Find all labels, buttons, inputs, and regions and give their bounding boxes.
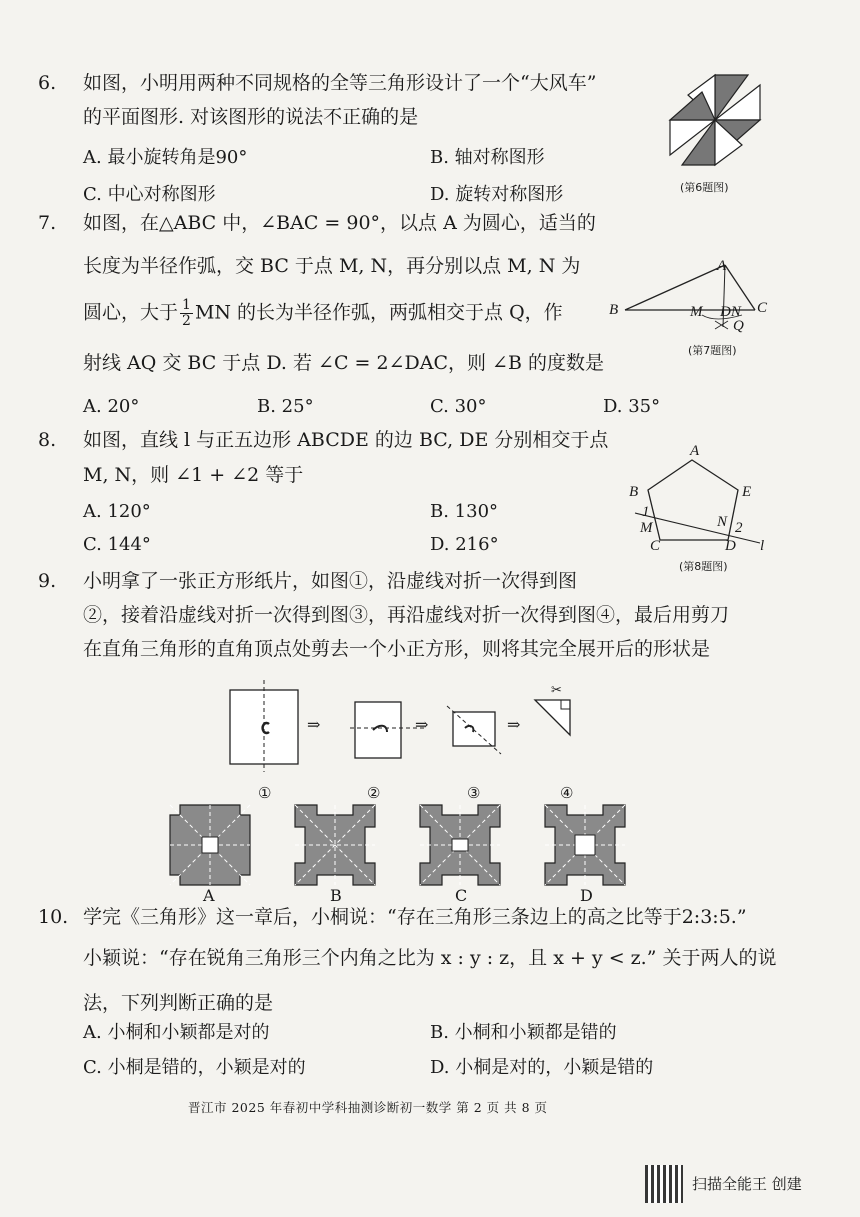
q10-line1: 学完《三角形》这一章后，小桐说：“存在三角形三条边上的高之比等于2:3:5.” bbox=[83, 906, 747, 928]
q9-number: 9. bbox=[38, 570, 57, 592]
q7-line3 bbox=[83, 298, 563, 329]
answer-shape-d-label: D bbox=[580, 886, 593, 905]
q10-option-c: C. 小桐是错的，小颖是对的 bbox=[83, 1057, 306, 1078]
page-footer: 晋江市 2025 年春初中学科抽测诊断初一数学 第 2 页 共 8 页 bbox=[188, 1100, 548, 1115]
answer-shape-c bbox=[420, 805, 500, 885]
q6-number: 6. bbox=[38, 72, 57, 94]
step-label-3: ③ bbox=[467, 784, 481, 802]
q10-option-a: A. 小桐和小颖都是对的 bbox=[83, 1022, 270, 1043]
answer-shape-b-label: B bbox=[330, 886, 342, 905]
q10-line3: 法，下列判断正确的是 bbox=[83, 992, 274, 1014]
q7-line1: 如图，在△ABC 中，∠BAC = 90°，以点 A 为圆心，适当的 bbox=[83, 212, 596, 234]
answer-shape-a bbox=[170, 805, 250, 885]
q6-line2: 的平面图形. 对该图形的说法不正确的是 bbox=[83, 106, 419, 128]
step-label-1: ① bbox=[258, 784, 272, 802]
figure-7-label-c: C bbox=[757, 300, 768, 316]
q6-line1: 如图，小明用两种不同规格的全等三角形设计了一个“大风车” bbox=[83, 72, 597, 94]
qr-code-icon bbox=[645, 1165, 683, 1203]
q8-line2: M, N，则 ∠1 + ∠2 等于 bbox=[83, 464, 304, 486]
q6-option-b: B. 轴对称图形 bbox=[430, 147, 545, 168]
figure-7-triangle bbox=[620, 255, 780, 335]
answer-shape-c-label: C bbox=[455, 886, 468, 905]
figure-8-caption: (第8题图) bbox=[679, 560, 728, 573]
figure-8-label-a: A bbox=[690, 443, 700, 459]
step-label-4: ④ bbox=[560, 784, 574, 802]
figure-8-label-m: M bbox=[640, 520, 653, 536]
q10-line2: 小颖说：“存在锐角三角形三个内角之比为 x : y : z，且 x + y < z.” 关于两人的说 bbox=[83, 947, 777, 969]
q8-option-a: A. 120° bbox=[83, 501, 151, 522]
figure-8-label-n: N bbox=[717, 514, 728, 530]
q7-fraction-denominator: 2 bbox=[182, 313, 191, 329]
figure-9-folding-steps bbox=[225, 680, 585, 780]
figure-8-label-d: D bbox=[725, 538, 736, 554]
q7-option-c: C. 30° bbox=[430, 396, 487, 417]
answer-shape-b bbox=[295, 805, 375, 885]
q8-line1: 如图，直线 l 与正五边形 ABCDE 的边 BC, DE 分别相交于点 bbox=[83, 429, 609, 451]
q6-option-c: C. 中心对称图形 bbox=[83, 184, 216, 205]
figure-7-label-dn: DN bbox=[720, 304, 741, 320]
q7-option-a: A. 20° bbox=[83, 396, 140, 417]
figure-8-label-b: B bbox=[629, 484, 639, 500]
figure-8-label-l: l bbox=[760, 538, 765, 554]
figure-7-label-a: A bbox=[717, 258, 727, 274]
q9-line2: ②，接着沿虚线对折一次得到图③，再沿虚线对折一次得到图④，最后用剪刀 bbox=[83, 604, 730, 626]
q8-option-c: C. 144° bbox=[83, 534, 151, 555]
arrow-icon-3: ⇒ bbox=[507, 715, 521, 734]
q7-line3-prefix: 圆心，大于 bbox=[83, 301, 179, 324]
figure-7-label-m: M bbox=[690, 304, 703, 320]
scissors-icon: ✂ bbox=[551, 683, 562, 698]
figure-8-label-2: 2 bbox=[735, 520, 743, 536]
q7-line3-suffix: MN 的长为半径作弧，两弧相交于点 Q，作 bbox=[194, 301, 563, 324]
q9-line3: 在直角三角形的直角顶点处剪去一个小正方形，则将其完全展开后的形状是 bbox=[83, 638, 711, 660]
figure-8-label-c: C bbox=[650, 538, 661, 554]
figure-8-label-1: 1 bbox=[642, 504, 650, 520]
q8-number: 8. bbox=[38, 429, 57, 451]
q7-fraction bbox=[180, 298, 193, 329]
arrow-icon-1: ⇒ bbox=[307, 715, 321, 734]
q6-option-d: D. 旋转对称图形 bbox=[430, 184, 564, 205]
q7-fraction-numerator: 1 bbox=[182, 297, 191, 313]
figure-8-label-e: E bbox=[742, 484, 752, 500]
q6-option-a: A. 最小旋转角是90° bbox=[83, 147, 248, 168]
q7-option-b: B. 25° bbox=[257, 396, 314, 417]
figure-7-label-q: Q bbox=[733, 318, 744, 334]
figure-6-caption: (第6题图) bbox=[680, 181, 729, 194]
q8-option-b: B. 130° bbox=[430, 501, 499, 522]
q7-line4: 射线 AQ 交 BC 于点 D. 若 ∠C = 2∠DAC，则 ∠B 的度数是 bbox=[83, 352, 604, 374]
answer-shape-d bbox=[545, 805, 625, 885]
q7-number: 7. bbox=[38, 212, 57, 234]
q8-option-d: D. 216° bbox=[430, 534, 499, 555]
answer-shape-a-label: A bbox=[203, 886, 215, 905]
q7-line2: 长度为半径作弧，交 BC 于点 M, N，再分别以点 M, N 为 bbox=[83, 255, 581, 277]
scanner-watermark: 扫描全能王 创建 bbox=[692, 1175, 802, 1193]
q10-option-d: D. 小桐是对的，小颖是错的 bbox=[430, 1057, 654, 1078]
q10-number: 10. bbox=[38, 906, 69, 928]
figure-6-windmill bbox=[670, 70, 760, 170]
step-label-2: ② bbox=[367, 784, 381, 802]
q7-option-d: D. 35° bbox=[603, 396, 661, 417]
figure-7-caption: (第7题图) bbox=[688, 344, 737, 357]
q10-option-b: B. 小桐和小颖都是错的 bbox=[430, 1022, 617, 1043]
arrow-icon-2: ⇒ bbox=[415, 715, 429, 734]
figure-7-label-b: B bbox=[609, 302, 619, 318]
q9-line1: 小明拿了一张正方形纸片，如图①，沿虚线对折一次得到图 bbox=[83, 570, 578, 592]
